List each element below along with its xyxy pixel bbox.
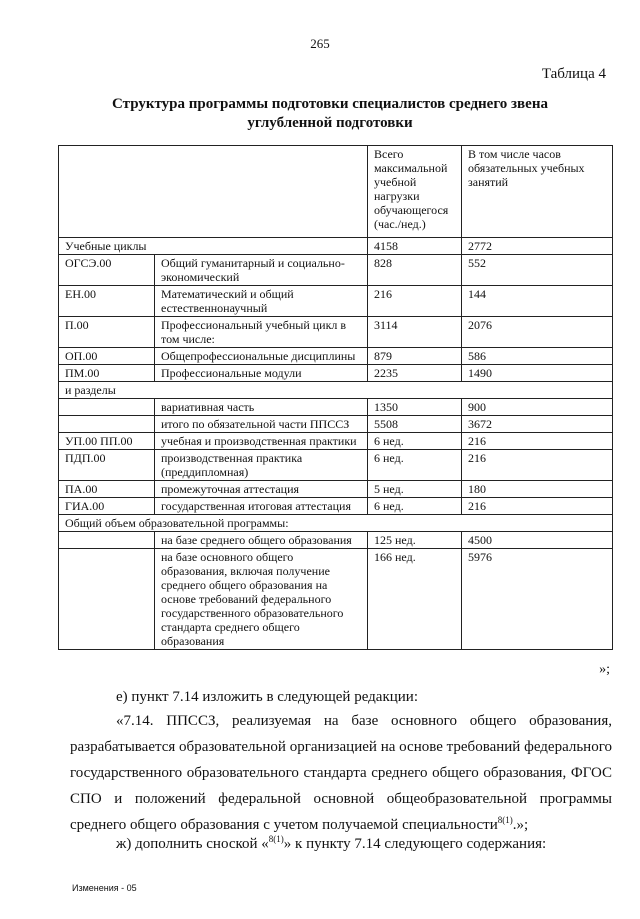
row-name: на базе среднего общего образования [155,532,368,549]
footnote-ref: 8(1) [497,815,513,825]
row-value-total: 5508 [368,416,462,433]
paragraph-zh-end: » к пункту 7.14 следующего содержания: [283,836,547,852]
paragraph-7-14-text: «7.14. ППССЗ, реализуемая на базе основного общего образования, разрабатывается образовательной организацией на основе требований федерального государственного образовательного стандарта среднего общего образования, ФГОС СПО и положений федеральной основной общеобразовательной программы среднего общего образования с учетом получаемой специальности [70,713,612,833]
table-row [59,255,613,286]
row-code: УП.00 ПП.00 [59,433,155,450]
paragraph-7-14-end: .»; [512,817,529,833]
row-value-total: 3114 [368,317,462,348]
header-mandatory-hours: В том числе часов обязательных учебных занятий [462,146,613,238]
table-row [59,450,613,481]
row-code-empty [59,532,155,549]
row-value-mandatory: 180 [462,481,613,498]
row-code: ОП.00 [59,348,155,365]
header-empty-cell [59,146,368,238]
row-code-empty [59,549,155,650]
row-code: ЕН.00 [59,286,155,317]
paragraph-zh-start: ж) дополнить сноской « [116,836,269,852]
table-title [60,95,600,133]
table-row [59,532,613,549]
row-label: и разделы [59,382,613,399]
row-name: государственная итоговая аттестация [155,498,368,515]
row-value-mandatory: 216 [462,450,613,481]
row-code: П.00 [59,317,155,348]
row-name: Профессиональный учебный цикл в том числе: [155,317,368,348]
table-row [59,515,613,532]
table-row [59,317,613,348]
row-name: Профессиональные модули [155,365,368,382]
closing-quote-mark: »; [599,662,610,677]
paragraph-zh [70,831,612,857]
row-value-total: 6 нед. [368,498,462,515]
row-name: итого по обязательной части ППССЗ [155,416,368,433]
row-name: Общий гуманитарный и социально-экономический [155,255,368,286]
row-value-mandatory: 5976 [462,549,613,650]
row-code: ГИА.00 [59,498,155,515]
row-code-empty [59,416,155,433]
row-value-mandatory: 4500 [462,532,613,549]
row-value-mandatory: 2772 [462,238,613,255]
table-row [59,348,613,365]
row-value-total: 6 нед. [368,433,462,450]
row-label: Общий объем образовательной программы: [59,515,613,532]
table-row [59,399,613,416]
row-value-total: 2235 [368,365,462,382]
table-label: Таблица 4 [541,66,606,82]
table-row [59,365,613,382]
table-row [59,498,613,515]
row-value-total: 6 нед. [368,450,462,481]
row-code-empty [59,399,155,416]
row-value-total: 828 [368,255,462,286]
row-value-total: 879 [368,348,462,365]
row-value-total: 216 [368,286,462,317]
row-name: промежуточная аттестация [155,481,368,498]
title-line-2: углубленной подготовки [247,115,413,131]
row-value-mandatory: 1490 [462,365,613,382]
row-value-total: 125 нед. [368,532,462,549]
program-structure-table [58,145,613,650]
row-name: производственная практика (преддипломная) [155,450,368,481]
row-value-total: 166 нед. [368,549,462,650]
table-row [59,416,613,433]
row-name: Математический и общий естественнонаучный [155,286,368,317]
row-name: на базе основного общего образования, включая получение среднего общего образования на основе требований федерального государственного образовательного стандарта среднего общего образования [155,549,368,650]
title-line-1: Структура программы подготовки специалистов среднего звена [112,96,548,112]
row-name: учебная и производственная практики [155,433,368,450]
table-row [59,382,613,399]
footer-note: Изменения - 05 [72,883,137,893]
row-value-total: 1350 [368,399,462,416]
row-value-mandatory: 2076 [462,317,613,348]
row-code: ПА.00 [59,481,155,498]
row-code: ПДП.00 [59,450,155,481]
header-total-load: Всего максимальной учебной нагрузки обучающегося (час./нед.) [368,146,462,238]
row-value-mandatory: 216 [462,498,613,515]
table-row [59,238,613,255]
table-row [59,433,613,450]
row-value-mandatory: 552 [462,255,613,286]
row-name: Общепрофессиональные дисциплины [155,348,368,365]
row-value-total: 4158 [368,238,462,255]
row-value-mandatory: 216 [462,433,613,450]
row-value-mandatory: 586 [462,348,613,365]
row-value-mandatory: 3672 [462,416,613,433]
row-name: вариативная часть [155,399,368,416]
paragraph-7-14 [70,708,612,838]
table-header-row [59,146,613,238]
footnote-ref: 8(1) [268,834,284,844]
row-code: ОГСЭ.00 [59,255,155,286]
row-value-total: 5 нед. [368,481,462,498]
page-number: 265 [310,36,330,51]
table-row [59,286,613,317]
paragraph-e: е) пункт 7.14 изложить в следующей редакции: [116,689,418,705]
table-row [59,549,613,650]
row-code: ПМ.00 [59,365,155,382]
row-value-mandatory: 900 [462,399,613,416]
row-label: Учебные циклы [59,238,368,255]
row-value-mandatory: 144 [462,286,613,317]
table-row [59,481,613,498]
